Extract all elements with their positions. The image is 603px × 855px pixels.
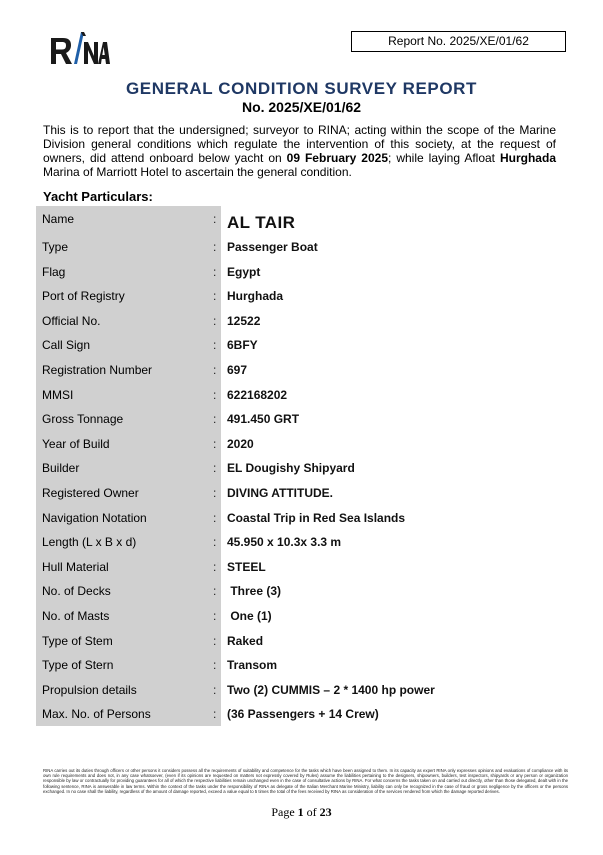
particular-label: Name xyxy=(42,212,75,226)
particular-label: Registered Owner xyxy=(42,485,139,500)
particular-row-type xyxy=(36,234,556,259)
particular-value: 2020 xyxy=(227,436,254,451)
page-current: 1 xyxy=(297,805,304,819)
intro-text-1: This is to report that the undersigned; surveyor to RINA; acting within the scope of the Marine Division general conditions which regulate the intervention of this society, at the request of owners, did attend onboard below yacht on xyxy=(43,123,556,165)
particular-label: Type of Stem xyxy=(42,633,113,648)
report-number: Report No. 2025/XE/01/62 xyxy=(388,34,529,48)
particular-label: Length (L x B x d) xyxy=(42,535,137,550)
particular-value: EL Dougishy Shipyard xyxy=(227,461,355,476)
report-subtitle: No. 2025/XE/01/62 xyxy=(241,99,362,115)
colon-separator: : xyxy=(213,264,217,279)
rina-logo xyxy=(48,28,110,74)
particular-value: Three (3) xyxy=(227,584,282,599)
colon-separator: : xyxy=(213,212,217,226)
particular-label: No. of Decks xyxy=(42,584,111,599)
particular-value: AL TAIR xyxy=(227,213,296,232)
intro-paragraph xyxy=(43,123,556,179)
particular-row-type-of-stem xyxy=(36,628,556,653)
colon-separator: : xyxy=(213,240,217,254)
report-title: GENERAL CONDITION SURVEY REPORT xyxy=(125,79,478,98)
particular-value: 622168202 xyxy=(227,387,288,402)
colon-separator: : xyxy=(213,436,217,451)
particular-label: No. of Masts xyxy=(42,608,110,623)
particular-label: Call Sign xyxy=(42,338,91,353)
page-number xyxy=(0,805,603,820)
particular-row-masts xyxy=(36,603,556,628)
particular-value: STEEL xyxy=(227,559,266,574)
particular-label: Hull Material xyxy=(42,559,109,574)
particular-row-call-sign xyxy=(36,332,556,357)
particular-value: Egypt xyxy=(227,264,261,279)
particular-value: Transom xyxy=(227,658,278,673)
particular-value: Raked xyxy=(227,633,264,648)
particular-row-max-persons xyxy=(36,701,556,726)
particular-label: Year of Build xyxy=(42,436,110,451)
page-total: 23 xyxy=(319,805,332,819)
particular-row-propulsion xyxy=(36,677,556,702)
colon-separator: : xyxy=(213,633,217,648)
page-prefix: Page xyxy=(271,805,298,819)
particular-label: Gross Tonnage xyxy=(42,412,124,427)
colon-separator: : xyxy=(213,485,217,500)
particular-value: 45.950 x 10.3x 3.3 m xyxy=(227,535,342,550)
particular-value: Passenger Boat xyxy=(227,240,318,254)
particular-row-decks xyxy=(36,578,556,603)
particular-row-navigation xyxy=(36,505,556,530)
particular-row-length xyxy=(36,529,556,554)
particular-value: Hurghada xyxy=(227,289,284,304)
colon-separator: : xyxy=(213,461,217,476)
disclaimer-text: RINA carries out its duties through officers or other persons it considers possess all the requirements of suitability and competence for the tasks which have been assigned to them. In its capacity as expert RINA only expresses opinions and evaluations of compliance with its own rule requirements and does not, in any case whatsoever, (even if its opinions are requested on matters not expressly covered by Rules) assume the liabilities pertaining to the designers, shipowners, builders, test inspectors, shipyards or any person or organization responsible by law or contractually for providing guarantees for all of which the respective liabilities remain unchanged even in the case of consultative actions by RINA. For what concerns the tasks taken on and carried out directly, other than those delegated, dealt with in the following sentence, RINA is answerable in law terms. Within the context of the tasks under the responsibility of RINA as delegate of the Italian Merchant Marine Ministry, liability can only be recognized in the case of fraud or gross negligence by the officers or the persons exchanged. In no case shall the liability, regardless of the amount of damage reported, exceed a value equal to 5 times the total of the fees received by RINA as consideration of the services rendered from which the damage reported derives. xyxy=(43,768,568,794)
particular-row-hull-material xyxy=(36,554,556,579)
particular-label: Flag xyxy=(42,264,66,279)
particular-value: 6BFY xyxy=(227,338,258,353)
particular-label: Type xyxy=(42,240,69,254)
particular-label: Max. No. of Persons xyxy=(42,707,151,722)
particular-value: Two (2) CUMMIS – 2 * 1400 hp power xyxy=(227,682,435,697)
survey-place: Hurghada xyxy=(499,151,556,165)
particular-label: Propulsion details xyxy=(42,682,137,697)
particular-row-flag xyxy=(36,259,556,284)
particular-row-name xyxy=(36,206,556,234)
colon-separator: : xyxy=(213,682,217,697)
particular-label: Type of Stern xyxy=(42,658,114,673)
survey-date: 09 February 2025 xyxy=(286,151,389,165)
particular-value: DIVING ATTITUDE. xyxy=(227,485,333,500)
colon-separator: : xyxy=(213,658,217,673)
intro-text-2: ; while laying Afloat xyxy=(388,151,500,165)
particular-label: Builder xyxy=(42,461,80,476)
particular-row-year-of-build xyxy=(36,431,556,456)
particular-value: Coastal Trip in Red Sea Islands xyxy=(227,510,406,525)
particular-row-type-of-stern xyxy=(36,652,556,677)
particular-label: MMSI xyxy=(42,387,74,402)
colon-separator: : xyxy=(213,608,217,623)
colon-separator: : xyxy=(213,707,217,722)
colon-separator: : xyxy=(213,387,217,402)
particular-value: 12522 xyxy=(227,313,261,328)
colon-separator: : xyxy=(213,510,217,525)
particular-value: (36 Passengers + 14 Crew) xyxy=(227,707,379,722)
colon-separator: : xyxy=(213,313,217,328)
particulars-table xyxy=(36,206,556,726)
page-of: of xyxy=(303,805,320,819)
colon-separator: : xyxy=(213,362,217,377)
particular-label: Navigation Notation xyxy=(42,510,147,525)
colon-separator: : xyxy=(213,412,217,427)
intro-text-3: Marina of Marriott Hotel to ascertain the general condition. xyxy=(43,165,352,179)
report-number-box xyxy=(351,31,566,52)
colon-separator: : xyxy=(213,559,217,574)
particular-value: 491.450 GRT xyxy=(227,412,300,427)
particular-label: Official No. xyxy=(42,313,101,328)
particular-label: Port of Registry xyxy=(42,289,125,304)
particular-row-registration xyxy=(36,357,556,382)
particular-row-builder xyxy=(36,455,556,480)
colon-separator: : xyxy=(213,289,217,304)
particular-value: One (1) xyxy=(227,608,272,623)
colon-separator: : xyxy=(213,338,217,353)
particular-row-gross-tonnage xyxy=(36,406,556,431)
particular-row-port xyxy=(36,283,556,308)
particular-row-official-no xyxy=(36,308,556,333)
particular-row-mmsi xyxy=(36,382,556,407)
colon-separator: : xyxy=(213,584,217,599)
particular-label: Registration Number xyxy=(42,362,153,377)
particular-value: 697 xyxy=(227,362,248,377)
section-title: Yacht Particulars: xyxy=(43,189,153,204)
colon-separator: : xyxy=(213,535,217,550)
particular-row-owner xyxy=(36,480,556,505)
